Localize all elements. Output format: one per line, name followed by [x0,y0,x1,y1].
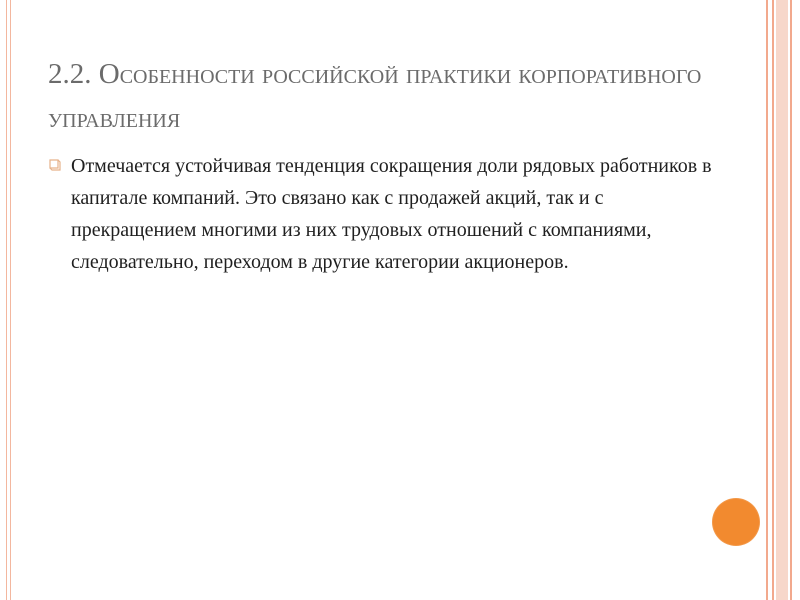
right-frame-line-1 [766,0,768,600]
accent-circle [712,498,760,546]
right-frame-band [776,0,788,600]
bullet-text: Отмечается устойчивая тенденция сокращения доли рядовых работников в капитале компаний. Это связано как с продажей акций, так и с прекращением многими из них трудовых отношений с компаниями, следовательно, переходом в другие категории акционеров. [71,155,712,273]
right-frame-line-3 [790,0,792,600]
bullet-item [48,150,733,278]
bullet-list [48,150,733,278]
right-frame-line-2 [772,0,774,600]
left-frame-line-inner [10,0,11,600]
slide-title: 2.2. Особенности российской практики корпоративного управления [48,58,702,134]
bullet-icon [48,158,62,172]
left-frame-line-outer [6,0,7,600]
